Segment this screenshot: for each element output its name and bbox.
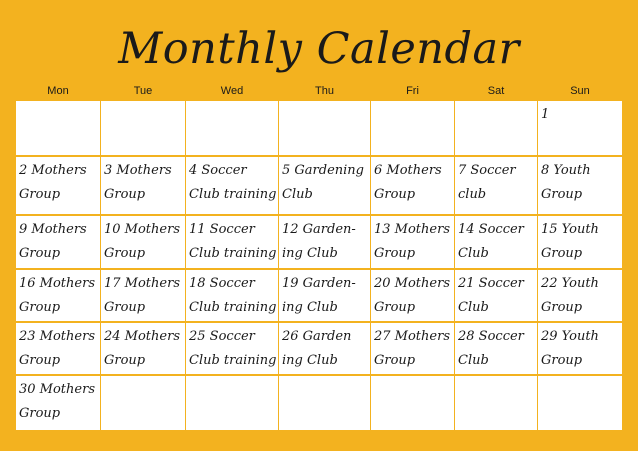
day-entry-line-1: 10 Mothers: [104, 222, 180, 237]
calendar-day-cell[interactable]: [538, 270, 622, 321]
day-entry-line-2: Group: [19, 246, 61, 261]
calendar-day-cell[interactable]: [279, 376, 370, 430]
calendar-day-cell[interactable]: [279, 323, 370, 374]
calendar-day-cell[interactable]: [186, 157, 278, 214]
day-entry-line-2: Group: [541, 353, 583, 368]
day-entry-line-2: Club: [458, 246, 489, 261]
calendar-day-cell[interactable]: [101, 216, 185, 268]
day-entry-line-2: Group: [104, 246, 146, 261]
weekday-header: [16, 82, 622, 100]
day-entry-line-1: 28 Soccer: [458, 329, 524, 344]
day-entry-line-1: 27 Mothers: [374, 329, 450, 344]
day-entry-line-2: Group: [374, 353, 416, 368]
calendar-day-cell[interactable]: [16, 157, 100, 214]
day-entry-line-2: Club training: [189, 353, 277, 368]
day-entry-line-1: 3 Mothers: [104, 163, 172, 178]
day-entry-line-1: 17 Mothers: [104, 276, 180, 291]
day-entry-line-1: 12 Garden-: [282, 222, 356, 237]
calendar-day-cell[interactable]: [16, 270, 100, 321]
day-entry-line-1: 11 Soccer: [189, 222, 255, 237]
weekday-mon: Mon: [47, 85, 69, 97]
weekday-thu: Thu: [315, 85, 334, 97]
calendar-day-cell[interactable]: [279, 157, 370, 214]
day-entry-line-2: ing Club: [282, 353, 338, 368]
day-entry-line-1: 21 Soccer: [458, 276, 524, 291]
day-entry-line-2: Club: [458, 300, 489, 315]
day-entry-line-1: 23 Mothers: [19, 329, 95, 344]
day-entry-line-1: 19 Garden-: [282, 276, 356, 291]
day-entry-line-2: Group: [19, 300, 61, 315]
day-entry-line-1: 29 Youth: [541, 329, 599, 344]
day-entry-line-2: Group: [104, 353, 146, 368]
calendar-day-cell[interactable]: [371, 323, 454, 374]
weekday-wed: Wed: [220, 85, 244, 97]
day-entry-line-1: 4 Soccer: [189, 163, 247, 178]
weekday-sat: Sat: [487, 85, 505, 97]
day-entry-line-2: ing Club: [282, 246, 338, 261]
calendar-day-cell[interactable]: [455, 216, 537, 268]
day-entry-line-2: Club training: [189, 300, 277, 315]
day-entry-line-1: 20 Mothers: [374, 276, 450, 291]
day-entry-line-2: Group: [374, 187, 416, 202]
calendar-day-cell[interactable]: [538, 101, 622, 155]
calendar-day-cell[interactable]: [16, 216, 100, 268]
calendar-day-cell[interactable]: [371, 216, 454, 268]
calendar-day-cell[interactable]: [455, 376, 537, 430]
day-entry-line-1: 13 Mothers: [374, 222, 450, 237]
calendar-title: Monthly Calendar: [118, 24, 520, 74]
calendar-day-cell[interactable]: [186, 270, 278, 321]
calendar-day-cell[interactable]: [186, 216, 278, 268]
day-entry-line-1: 1: [541, 107, 550, 122]
day-entry-line-2: Club: [282, 187, 313, 202]
day-entry-line-2: Group: [541, 187, 583, 202]
calendar-day-cell[interactable]: [186, 376, 278, 430]
day-entry-line-1: 5 Gardening: [282, 163, 364, 178]
weekday-tue: Tue: [133, 85, 153, 97]
day-entry-line-2: Club: [458, 353, 489, 368]
day-entry-line-2: Group: [374, 246, 416, 261]
day-entry-line-1: 30 Mothers: [19, 382, 95, 397]
day-entry-line-2: Group: [104, 187, 146, 202]
day-entry-line-1: 8 Youth: [541, 163, 591, 178]
calendar-day-cell[interactable]: [455, 157, 537, 214]
calendar-day-cell[interactable]: [538, 216, 622, 268]
day-entry-line-2: Group: [374, 300, 416, 315]
day-entry-line-1: 25 Soccer: [189, 329, 255, 344]
day-entry-line-1: 18 Soccer: [189, 276, 255, 291]
calendar-day-cell[interactable]: [101, 101, 185, 155]
calendar-day-cell[interactable]: [16, 376, 100, 430]
calendar-day-cell[interactable]: [371, 157, 454, 214]
calendar-grid: [16, 101, 622, 430]
calendar-day-cell[interactable]: [279, 270, 370, 321]
day-entry-line-2: Group: [541, 300, 583, 315]
day-entry-line-1: 2 Mothers: [19, 163, 87, 178]
weekday-fri: Fri: [406, 85, 419, 97]
calendar-day-cell[interactable]: [16, 101, 100, 155]
day-entry-line-2: ing Club: [282, 300, 338, 315]
calendar-day-cell[interactable]: [371, 270, 454, 321]
day-entry-line-2: Group: [19, 187, 61, 202]
day-entry-line-2: Group: [104, 300, 146, 315]
day-entry-line-1: 24 Mothers: [104, 329, 180, 344]
calendar-day-cell[interactable]: [538, 157, 622, 214]
calendar-day-cell[interactable]: [538, 323, 622, 374]
calendar-day-cell[interactable]: [455, 270, 537, 321]
calendar-day-cell[interactable]: [455, 101, 537, 155]
calendar-day-cell[interactable]: [101, 323, 185, 374]
day-entry-line-2: Group: [19, 406, 61, 421]
calendar-day-cell[interactable]: [279, 101, 370, 155]
day-entry-line-1: 14 Soccer: [458, 222, 524, 237]
day-entry-line-2: Group: [19, 353, 61, 368]
day-entry-line-1: 6 Mothers: [374, 163, 442, 178]
day-entry-line-2: club: [458, 187, 487, 202]
calendar-day-cell[interactable]: [538, 376, 622, 430]
day-entry-line-1: 15 Youth: [541, 222, 599, 237]
calendar-day-cell[interactable]: [371, 376, 454, 430]
calendar-day-cell[interactable]: [371, 101, 454, 155]
day-entry-line-1: 9 Mothers: [19, 222, 87, 237]
calendar-day-cell[interactable]: [455, 323, 537, 374]
calendar-day-cell[interactable]: [186, 101, 278, 155]
day-entry-line-1: 22 Youth: [541, 276, 599, 291]
day-entry-line-2: Club training: [189, 187, 277, 202]
day-entry-line-1: 16 Mothers: [19, 276, 95, 291]
calendar-day-cell[interactable]: [101, 270, 185, 321]
calendar-day-cell[interactable]: [101, 376, 185, 430]
day-entry-line-1: 26 Garden: [282, 329, 352, 344]
day-entry-line-2: Group: [541, 246, 583, 261]
day-entry-line-1: 7 Soccer: [458, 163, 516, 178]
calendar-day-cell[interactable]: [101, 157, 185, 214]
calendar-day-cell[interactable]: [186, 323, 278, 374]
calendar-day-cell[interactable]: [16, 323, 100, 374]
weekday-sun: Sun: [570, 85, 590, 97]
calendar-day-cell[interactable]: [279, 216, 370, 268]
day-entry-line-2: Club training: [189, 246, 277, 261]
